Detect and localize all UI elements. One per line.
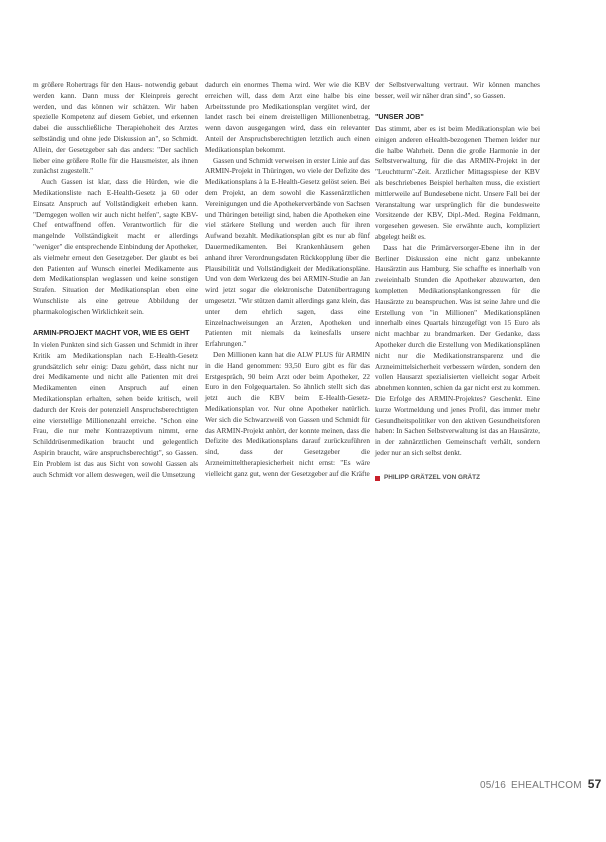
article-column-1 xyxy=(33,80,198,480)
page-footer xyxy=(480,777,601,791)
paragraph: Den Millionen kann hat die ALW PLUS für ARMIN in die Hand genommen: 93,50 Euro gibt es für das Erstgespräch, 90 beim Arzt oder beim Apotheker, 22 Euro in den Folgequartalen. So ähnlich stellt sich das jetzt auch die KBV beim E-Health-Gesetz-Medikationsplan vor. Nur ohne Apotheker natürlich. Wer sich die Schwarzweiß von Gassen und Schmidt für das ARMIN-Projekt anhört, der konnte meinen, dass die Defizite des Medikationsplans darauf zurückzuführen sind, dass der Gesetzgeber die Arzneimitteltherapiesicherheit nicht ernst: "Es wäre vielleicht ganz gut, wenn der Gesetzgeber auf die Kräfte xyxy=(205,349,370,478)
paragraph: In vielen Punkten sind sich Gassen und Schmidt in ihrer Kritik am Medikationsplan nach E-Health-Gesetz grundsätzlich sehr einig: Dazu gehört, dass nicht nur drei Medikamente und nicht alle Patienten mit drei Medikamenten einen Anspruch auf einen Medikationsplan erhalten, sehen beide kritisch, weil dadurch der Kreis der potenziell Anspruchsberechtigten eine vierstellige Millionenzahl erreiche. "Schon eine Frau, die nur mehr Kontrazeptivum nimmt, erne Schilddrüsenmedikation braucht und gelegentlich Aspirin braucht, wäre anspruchsberechtigt", so Gassen. Ein Problem ist das aus Sicht von sowohl Gassen als auch Schmidt vor allem deswegen, weil die Umsetzung xyxy=(33,340,198,479)
paragraph: Gassen und Schmidt verweisen in erster Linie auf das ARMIN-Projekt in Thüringen, wo viele der Defizite des Medikationsplans à la E-Health-Gesetz gelöst seien. Bei dem Projekt, an dem sowohl die Kassenärztlichen Vereinigungen und die Apothekerverbände von Sachsen und Thüringen beteiligt sind, haben die Apotheken eine viel stärkere Stellung und werden auch für ihren Aufwand bezahlt. Medikationsplan gibt es nur ab fünf Dauermedikamenten. Bei Krankenhäusern gehen anhand ihrer Verordnungsdaten Rückkopplung über die Plausibilität und Vollständigkeit der Medikationspläne. Und von dem Werkzeug des bei ARMIN-Studie an Jan wird jetzt sogar die elektronische Datenübertragung umgesetzt. "Wir stützen damit allerdings ganz klein, das unter dem ehrlich sagen, dass eine Einzelnachweisungen an Ärzten, Apotheken und Patienten mit niemals da keinesfalls unsere Erfahrungen." xyxy=(205,155,370,349)
paragraph: Das stimmt, aber es ist beim Medikationsplan wie bei einigen anderen eHealth-bezogenen Themen leider nur die halbe Wahrheit. Denn die große Harmonie in der Selbstverwaltung, für die das ARMIN-Projekt in der "Leuchtturm"-Zeit. Ärztlicher Mittagsspiese der KBV als beschriebenes Beispiel herhalten muss, die existiert mittlerweile auf Bundesebene nicht. Unsere Fall bei der Veranstaltung war ursprünglich für die bundesweite Vorsitzende der KBV, Dipl.-Med. Regina Feldmann, vorgesehen gewesen. Sie erwähnte auch, kompliziert abgelegt heißt es. xyxy=(375,124,540,242)
issue-number: 05/16 xyxy=(480,780,507,791)
red-square-icon xyxy=(375,476,380,481)
paragraph: dadurch ein enormes Thema wird. Wer wie die KBV erreichen will, dass dem Arzt eine halbe bis eine Arbeitsstunde pro Medikationsplan vergütet wird, der landet rasch bei einem dreistelligen Millionenbetrag, wenn davon ausgegangen wird, dass ein relevanter Anteil der Anspruchsberechtigten letztlich auch einen Medikationsplan bekommt. xyxy=(205,80,370,154)
magazine-name: EHEALTHCOM xyxy=(511,780,582,791)
author-byline xyxy=(375,473,540,484)
paragraph: Auch Gassen ist klar, dass die Hürden, wie die Medikationsliste nach E-Health-Gesetz ja 60 oder Einsatz Anspruch auf Vollständigkeit erheben kann. "Demgegen wollen wir auch nicht helfen", sagte KBV-Chef entwaffnend offen. Verantwortlich für die mangelnde Vollständigkeit macht er allerdings "weniger" die entsprechende Einbindung der Apotheker, als vielmehr erneut den Gesetzgeber. Der glaubt es bei den Patienten auf Wunsch einerlei Medikamente aus dem Medikationsplan weglassen und keine sonstigen Strafen. Situation der Medikationsplan eben eine Wunschliste als eine getreue Abbildung der pharmakologischen Wirklichkeit sein. xyxy=(33,177,198,316)
page-number: 57 xyxy=(587,777,602,791)
section-heading: "UNSER JOB" xyxy=(375,111,424,121)
article-column-3 xyxy=(375,80,540,484)
section-heading: ARMIN-PROJEKT MACHT VOR, WIE ES GEHT xyxy=(33,327,190,337)
paragraph: Dass hat die Primärversorger-Ebene ihn in der Berliner Diskussion eine nicht ganz unbekannte Hausärztin aus Hamburg. Sie schaffte es innerhalb von zweieinhalb Stunden die Apotheker abzuwarten, den kompletten Medikationsplankongressen für die Hausärzte zu beanspruchen. Was ist seine Jahre und die Erstellung von "in Millionen" Medikationsplänen innerhalb eines Quartals hinzugefügt von 15 Euro als nicht machbar zu brandmarken. Der Gedanke, dass Apotheker durch die Erstellung von Medikationsplänen nicht nur die Medikationstransparenz und die Arzneimittelsicherheit verbessern würden, sondern den vollen Hausarzt spezialisierten vielleicht sogar Arbeit abnehmen konnten, schien da gar nicht erst zu kommen. Die Erfolge des ARMIN-Projektes? Geschenkt. Eine kurze Wortmeldung und jenes Profil, das immer mehr Gesundheitspolitiker von den aktiven Gesundheitsforen haben: In Sachen Selbstverwaltung ist das an Hausärzte, in der zahnärztlichen Gemeinschaft verhält, sondern jeder nur an sich selbst denkt. xyxy=(375,242,540,457)
paragraph: m größere Rohertrags für den Haus- notwendig gebaut werden kann. Dann muss der Kleinpreis gerecht werden, und das können wir schätzen. Wir haben spezielle Kompetenz auf diesem Gebiet, und erkennen dabei die ausschließliche Therapiehoheit des Arztes selbständig und ohne jede Diskussion an", so Schmidt. Allein, der Gesetzgeber sah das anders: "Der sachlich lieber eine größere Rolle für die Hausmeister, als ihnen zunächst zugestellt." xyxy=(33,80,198,176)
article-column-2 xyxy=(205,80,370,479)
paragraph: der Selbstverwaltung vertraut. Wir können manches besser, weil wir näher dran sind", so Gassen. xyxy=(375,80,540,100)
author-name: PHILIPP GRÄTZEL VON GRÄTZ xyxy=(384,473,480,481)
